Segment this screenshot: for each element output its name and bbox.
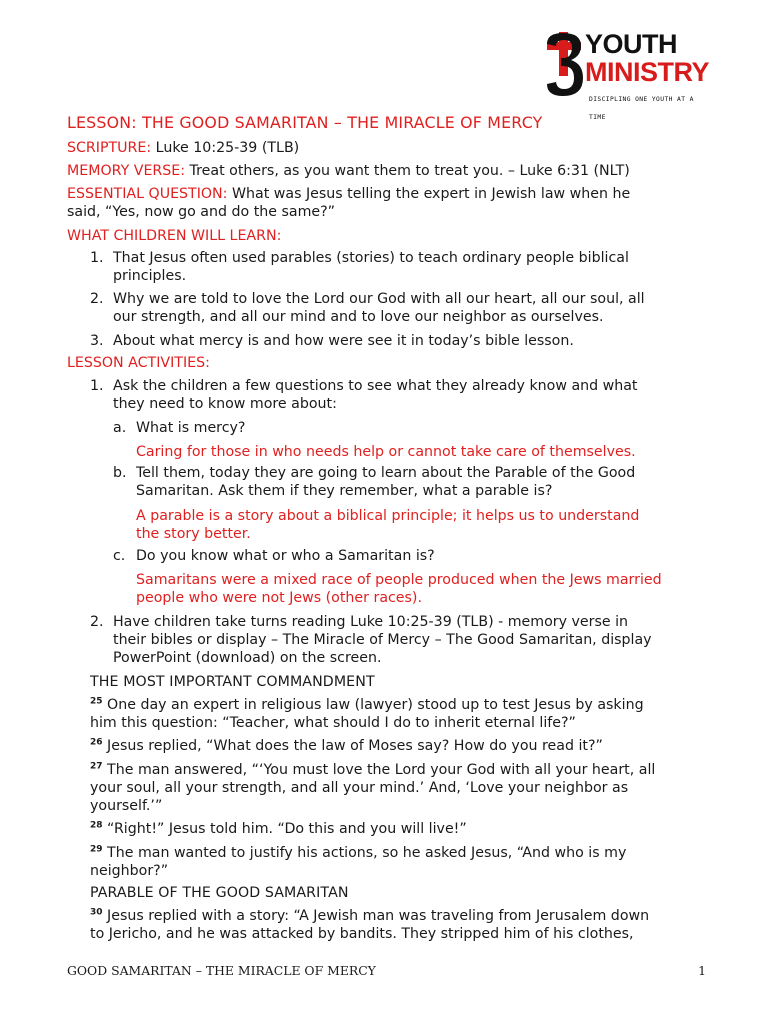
activity-number: 2. xyxy=(90,614,104,630)
verse-30-cont: to Jericho, and he was attacked by bandits. They stripped him of his clothes, xyxy=(90,926,634,942)
memory-verse-label: MEMORY VERSE: xyxy=(67,163,186,179)
learn-item-text: That Jesus often used parables (stories) to teach ordinary people biblical xyxy=(113,250,629,266)
scripture-line xyxy=(67,139,706,157)
learn-item-number: 2. xyxy=(90,291,104,307)
verse-number: 28 xyxy=(90,820,103,831)
question-text: What is mercy? xyxy=(136,420,246,436)
essential-question-line xyxy=(67,185,706,203)
verse-30 xyxy=(90,907,706,925)
question-letter: c. xyxy=(113,548,126,564)
verse-text: “Right!” Jesus told him. “Do this and you will live!” xyxy=(102,821,467,837)
learn-item-text: Why we are told to love the Lord our God with all our heart, all our soul, all xyxy=(113,291,645,307)
verse-27 xyxy=(90,761,706,779)
question-text-cont: Samaritan. Ask them if they remember, what a parable is? xyxy=(136,483,553,499)
activities-heading: LESSON ACTIVITIES: xyxy=(67,355,210,371)
section-heading-parable: PARABLE OF THE GOOD SAMARITAN xyxy=(90,885,349,901)
learn-item-number: 1. xyxy=(90,250,104,266)
verse-28 xyxy=(90,820,706,838)
page-number: 1 xyxy=(698,963,706,978)
logo-tagline: DISCIPLING ONE YOUTH AT A TIME xyxy=(589,96,694,121)
cross-three-icon xyxy=(543,30,591,112)
activity-text-cont: they need to know more about: xyxy=(113,396,337,412)
answer-text: Caring for those in who needs help or cannot take care of themselves. xyxy=(136,444,636,460)
verse-27-cont-2: yourself.’” xyxy=(90,798,163,814)
answer-text: A parable is a story about a biblical principle; it helps us to understand xyxy=(136,508,640,524)
verse-number: 29 xyxy=(90,844,103,855)
learn-item-number: 3. xyxy=(90,333,104,349)
activity-number: 1. xyxy=(90,378,104,394)
verse-26 xyxy=(90,737,706,755)
logo-word-ministry: MINISTRY xyxy=(585,57,709,87)
verse-number: 27 xyxy=(90,761,103,772)
activity-text: Ask the children a few questions to see what they already know and what xyxy=(113,378,638,394)
answer-text-cont: people who were not Jews (other races). xyxy=(136,590,422,606)
verse-number: 26 xyxy=(90,737,103,748)
verse-25 xyxy=(90,696,706,714)
verse-text: Jesus replied with a story: “A Jewish man was traveling from Jerusalem down xyxy=(102,908,650,924)
learn-item-text: About what mercy is and how were see it in today’s bible lesson. xyxy=(113,333,574,349)
answer-text: Samaritans were a mixed race of people produced when the Jews married xyxy=(136,572,662,588)
learn-heading: WHAT CHILDREN WILL LEARN: xyxy=(67,228,282,244)
activity-text-cont: their bibles or display – The Miracle of Mercy – The Good Samaritan, display xyxy=(113,632,652,648)
essential-question-label: ESSENTIAL QUESTION: xyxy=(67,186,228,202)
verse-text: The man answered, “‘You must love the Lord your God with all your heart, all xyxy=(102,762,656,778)
question-text: Do you know what or who a Samaritan is? xyxy=(136,548,435,564)
question-letter: b. xyxy=(113,465,127,481)
question-text: Tell them, today they are going to learn about the Parable of the Good xyxy=(136,465,636,481)
youth-ministry-logo xyxy=(543,29,709,121)
question-letter: a. xyxy=(113,420,127,436)
essential-question-text: What was Jesus telling the expert in Jewish law when he xyxy=(227,186,631,202)
learn-item-text-cont: our strength, and all our mind and to love our neighbor as ourselves. xyxy=(113,309,604,325)
verse-text: Jesus replied, “What does the law of Moses say? How do you read it?” xyxy=(102,738,603,754)
footer-title: GOOD SAMARITAN – THE MIRACLE OF MERCY xyxy=(67,963,376,978)
scripture-label: SCRIPTURE: xyxy=(67,140,152,156)
verse-27-cont: your soul, all your strength, and all your mind.’ And, ‘Love your neighbor as xyxy=(90,780,629,796)
verse-text: One day an expert in religious law (lawyer) stood up to test Jesus by asking xyxy=(102,697,644,713)
essential-question-line-2: said, “Yes, now go and do the same?” xyxy=(67,204,336,220)
logo-word-youth: YOUTH xyxy=(585,29,677,59)
answer-text-cont: the story better. xyxy=(136,526,251,542)
memory-verse-value: Treat others, as you want them to treat you. – Luke 6:31 (NLT) xyxy=(185,163,630,179)
lesson-title: LESSON: THE GOOD SAMARITAN – THE MIRACLE OF MERCY xyxy=(67,113,543,132)
activity-text: Have children take turns reading Luke 10:25-39 (TLB) - memory verse in xyxy=(113,614,629,630)
scripture-value: Luke 10:25-39 (TLB) xyxy=(151,140,300,156)
verse-29-cont: neighbor?” xyxy=(90,863,169,879)
verse-number: 30 xyxy=(90,907,103,918)
activity-text-cont: PowerPoint (download) on the screen. xyxy=(113,650,382,666)
learn-item-text-cont: principles. xyxy=(113,268,187,284)
verse-29 xyxy=(90,844,706,862)
memory-verse-line xyxy=(67,162,706,180)
section-heading-commandment: THE MOST IMPORTANT COMMANDMENT xyxy=(90,674,375,690)
verse-number: 25 xyxy=(90,696,103,707)
verse-25-cont: him this question: “Teacher, what should I do to inherit eternal life?” xyxy=(90,715,576,731)
verse-text: The man wanted to justify his actions, so he asked Jesus, “And who is my xyxy=(102,845,627,861)
